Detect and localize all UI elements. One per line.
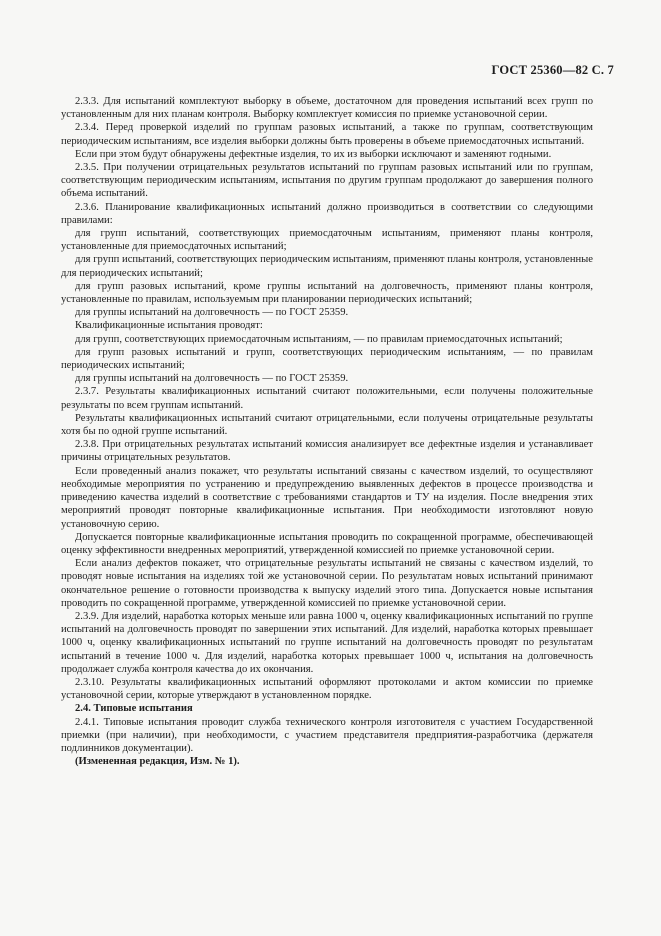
paragraph: Квалификационные испытания проводят: — [75, 320, 263, 332]
paragraph-2-3-7: 2.3.7. Результаты квалификационных испытаний считают положительными, если получены положительные результаты по всем группам испытаний. — [61, 386, 593, 411]
paragraph-2-4-1: 2.4.1. Типовые испытания проводит служба технического контроля изготовителя с участием Государственной приемки (при наличии), при необходимости, с участием представителя предприятия-разработчика (держателя подлинников документации). — [61, 716, 593, 754]
document-body — [61, 95, 593, 768]
paragraph: Если при этом будут обнаружены дефектные изделия, то их из выборки исключают и заменяют годными. — [75, 148, 552, 160]
paragraph: для групп разовых испытаний и групп, соответствующих периодическим испытаниям, — по правилам периодических испытаний; — [61, 346, 593, 372]
paragraph: Результаты квалификационных испытаний считают отрицательными, если получены отрицательные результаты хотя бы по одной группе испытаний. — [61, 412, 593, 438]
paragraph: для групп испытаний, соответствующих периодическим испытаниям, применяют планы контроля, установленные для периодических испытаний; — [61, 254, 593, 279]
paragraph: для групп, соответствующих приемосдаточным испытаниям, — по правилам приемосдаточных испытаний; — [75, 333, 563, 345]
paragraph: Если проведенный анализ покажет, что результаты испытаний связаны с качеством изделий, то осуществляют необходимые мероприятия по устранению и предупреждению выявленных дефектов в процессе производства и приведению качества изделий в соответствие с требованиями стандартов и ТУ на изделия. После внедрения этих мероприятий проводят повторные квалификационные испытания. При необходимости изготовляют новую установочную серию. — [61, 465, 593, 530]
page-header: ГОСТ 25360—82 С. 7 — [491, 63, 614, 77]
paragraph: для групп испытаний, соответствующих приемосдаточным испытаниям, применяют планы контроля, установленные для приемосдаточных испытаний; — [61, 228, 593, 253]
section-heading-2-4: 2.4. Типовые испытания — [75, 703, 193, 715]
paragraph-2-3-5: 2.3.5. При получении отрицательных результатов испытаний по группам разовых испытаний или по группам, соответствующим периодическим испытаниям, испытания по другим группам продолжают до завершения полного объема испытаний. — [61, 162, 593, 200]
paragraph: для групп разовых испытаний, кроме группы испытаний на долговечность, применяют планы контроля, установленные по правилам, используемым при планировании периодических испытаний; — [61, 280, 593, 306]
paragraph-2-3-3: 2.3.3. Для испытаний комплектуют выборку в объеме, достаточном для проведения испытаний всех групп по установленным для них планам контроля. Выборку комплектует комиссия по приемке установочной серии. — [61, 96, 593, 121]
paragraph: для группы испытаний на долговечность — по ГОСТ 25359. — [75, 373, 349, 385]
amendment-note: (Измененная редакция, Изм. № 1). — [75, 756, 240, 768]
paragraph: для группы испытаний на долговечность — по ГОСТ 25359. — [75, 307, 349, 319]
paragraph: Допускается повторные квалификационные испытания проводить по сокращенной программе, обеспечивающей оценку эффективности внедренных мероприятий, утвержденной комиссией по приемке установочной серии. — [61, 531, 593, 556]
paragraph-2-3-4: 2.3.4. Перед проверкой изделий по группам разовых испытаний, а также по группам, соответствующим периодическим испытаниям, все изделия выборки должны быть проверены в объеме приемосдаточных испытаний. — [61, 122, 593, 147]
paragraph-2-3-9: 2.3.9. Для изделий, наработка которых меньше или равна 1000 ч, оценку квалификационных испытаний по группе испытаний на долговечность проводят по завершении этих испытаний. Для изделий, наработка которых превышает 1000 ч, оценку квалификационных испытаний по группе испытаний на долговечность проводят по результатам испытаний в течение 1000 ч. Для изделий, наработка которых превышает 1000 ч, испытания на долговечность продолжает служба контроля качества до их окончания. — [61, 610, 593, 675]
paragraph: Если анализ дефектов покажет, что отрицательные результаты испытаний не связаны с качеством изделий, то проводят новые испытания на изделиях той же установочной серии. По результатам новых испытаний принимают окончательное решение о готовности производства к выпуску изделий этого типа. Допускается новые испытания проводить по сокращенной программе, утвержденной комиссией по приемке установочной серии. — [61, 558, 593, 609]
paragraph-2-3-8: 2.3.8. При отрицательных результатах испытаний комиссия анализирует все дефектные изделия и устанавливает причины отрицательных результатов. — [61, 439, 593, 464]
paragraph-2-3-10: 2.3.10. Результаты квалификационных испытаний оформляют протоколами и актом комиссии по приемке установочной серии, которые утверждают в установленном порядке. — [61, 676, 593, 702]
paragraph-2-3-6: 2.3.6. Планирование квалификационных испытаний должно производиться в соответствии со следующими правилами: — [61, 201, 593, 226]
